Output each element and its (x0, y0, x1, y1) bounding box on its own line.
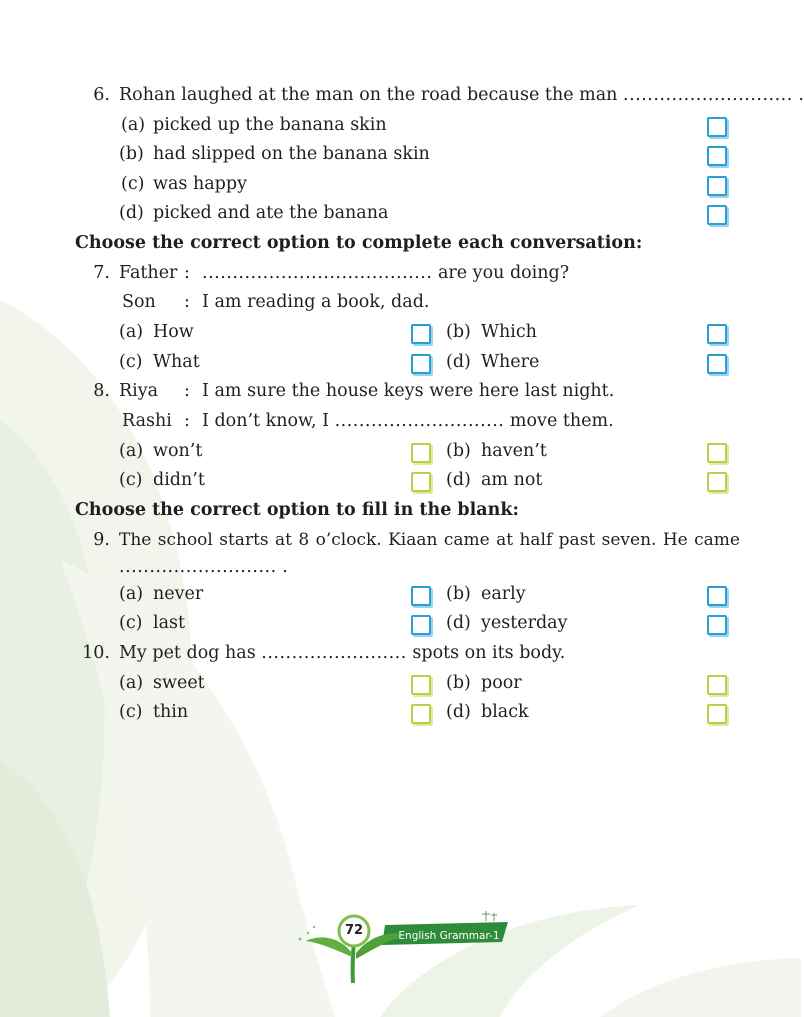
option-letter: (c) (119, 352, 143, 372)
sprout-logo-icon (290, 905, 520, 985)
answer-checkbox[interactable] (707, 354, 727, 374)
answer-checkbox[interactable] (707, 472, 727, 492)
answer-blank: ............................ (623, 85, 793, 105)
option-letter: (b) (446, 584, 471, 604)
question-stem: Rohan laughed at the man on the road because the man ............................ . (119, 85, 804, 105)
worksheet-page: 6. Rohan laughed at the man on the road because the man ............................ . (a) picked up the banana skin (b) had slipped on the banana skin (c) was happy (d) picked and ate the banana Choose the correct option to complete each conversation: 7. Father : ...................................... are you doing? Son : I am reading a book, dad. (a) How (b) Which (c) What (d) Where 8. Riya : I am sure the house keys were here last night. Rashi : I don’t know, I ............................ move them. (a) won’t (b) haven’t (c) didn’t (d) am not Choose the correct option to fill in the blank: 9. The school starts at 8 o’clock. Kiaan came at half past seven. He came .......................... . (a) never (b) early (c) last (d) yesterday 10. My pet dog has ........................ spots on its body. (a) sweet (b) poor (c) thin (d) black (75, 85, 804, 722)
option-text: never (153, 584, 204, 604)
answer-checkbox[interactable] (707, 443, 727, 463)
question-number: 10. (82, 643, 110, 663)
option-letter: (c) (119, 702, 143, 722)
option-letter: (d) (119, 203, 144, 223)
question-number: 9. (93, 530, 110, 550)
answer-checkbox[interactable] (411, 354, 431, 374)
dialogue-line: I am sure the house keys were here last night. (202, 381, 615, 401)
option-letter: (a) (119, 322, 144, 342)
question-number: 8. (93, 381, 110, 401)
book-title: English Grammar-1 (398, 930, 500, 942)
question-stem: The school starts at 8 o’clock. Kiaan came at half past seven. He came (119, 530, 740, 550)
option-letter: (c) (119, 470, 143, 490)
answer-checkbox[interactable] (411, 704, 431, 724)
option-text: Where (481, 352, 540, 372)
answer-checkbox[interactable] (707, 176, 727, 196)
colon: : (184, 263, 190, 283)
answer-checkbox[interactable] (411, 443, 431, 463)
answer-checkbox[interactable] (411, 324, 431, 344)
option-letter: (b) (119, 144, 144, 164)
option-letter: (b) (446, 441, 471, 461)
option-text: am not (481, 470, 543, 490)
question-stem: My pet dog has ........................ spots on its body. (119, 643, 566, 663)
option-text: didn’t (153, 470, 205, 490)
option-letter: (a) (119, 441, 144, 461)
option-text: What (153, 352, 200, 372)
answer-checkbox[interactable] (707, 704, 727, 724)
speaker-name: Riya (119, 381, 159, 401)
question-number: 7. (93, 263, 110, 283)
speaker-name: Son (122, 292, 156, 312)
answer-checkbox[interactable] (707, 324, 727, 344)
answer-checkbox[interactable] (707, 675, 727, 695)
option-letter: (b) (446, 673, 471, 693)
option-letter: (d) (446, 702, 471, 722)
option-text: picked up the banana skin (153, 115, 387, 135)
answer-checkbox[interactable] (707, 205, 727, 225)
answer-blank: ...................................... (202, 263, 433, 283)
option-letter: (a) (121, 115, 146, 135)
option-letter: (c) (119, 613, 143, 633)
answer-checkbox[interactable] (411, 675, 431, 695)
option-letter: (d) (446, 352, 471, 372)
answer-blank: .......................... (119, 557, 277, 577)
section-heading: Choose the correct option to fill in the blank: (75, 500, 519, 520)
colon: : (184, 381, 190, 401)
option-text: haven’t (481, 441, 547, 461)
speaker-name: Rashi (122, 411, 172, 431)
option-letter: (a) (119, 584, 144, 604)
answer-checkbox[interactable] (707, 117, 727, 137)
option-letter: (b) (446, 322, 471, 342)
option-text: sweet (153, 673, 205, 693)
option-text: yesterday (481, 613, 568, 633)
colon: : (184, 411, 190, 431)
option-text: Which (481, 322, 537, 342)
option-text: won’t (153, 441, 203, 461)
answer-blank: ............................ (334, 411, 505, 431)
dialogue-line: ...................................... are you doing? (202, 263, 570, 283)
page-number: 72 (344, 923, 364, 938)
question-number: 6. (93, 85, 110, 105)
option-text: black (481, 702, 529, 722)
option-text: How (153, 322, 194, 342)
option-text: last (153, 613, 186, 633)
option-text: had slipped on the banana skin (153, 144, 430, 164)
section-heading: Choose the correct option to complete each conversation: (75, 233, 643, 253)
answer-checkbox[interactable] (411, 615, 431, 635)
answer-checkbox[interactable] (707, 146, 727, 166)
answer-checkbox[interactable] (411, 472, 431, 492)
dialogue-line: I don’t know, I ............................ move them. (202, 411, 614, 431)
answer-checkbox[interactable] (707, 615, 727, 635)
option-text: poor (481, 673, 522, 693)
option-letter: (d) (446, 613, 471, 633)
answer-blank: ........................ (261, 643, 407, 663)
option-letter: (d) (446, 470, 471, 490)
option-letter: (a) (119, 673, 144, 693)
colon: : (184, 292, 190, 312)
option-text: was happy (153, 174, 247, 194)
option-text: picked and ate the banana (153, 203, 389, 223)
answer-checkbox[interactable] (411, 586, 431, 606)
option-text: early (481, 584, 526, 604)
speaker-name: Father (119, 263, 178, 283)
option-text: thin (153, 702, 189, 722)
option-letter: (c) (121, 174, 145, 194)
answer-checkbox[interactable] (707, 586, 727, 606)
dialogue-line: I am reading a book, dad. (202, 292, 430, 312)
